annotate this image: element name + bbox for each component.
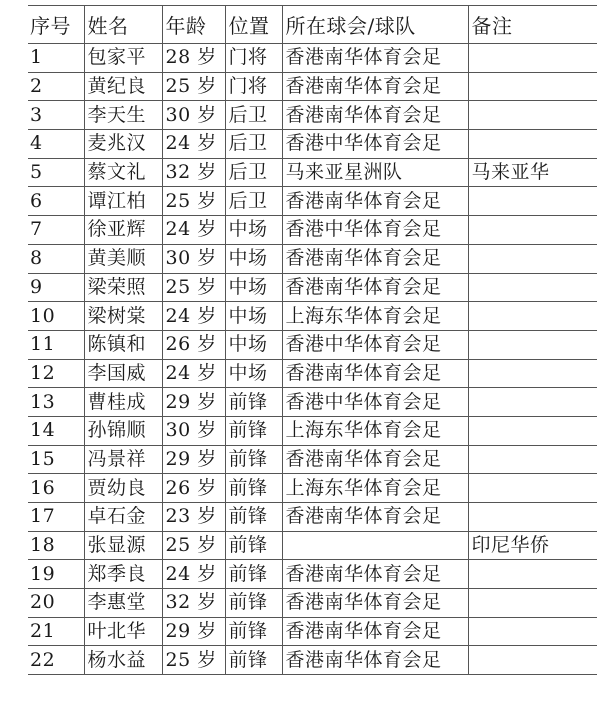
cell-remarks — [468, 388, 597, 417]
cell-position: 后卫 — [225, 187, 282, 216]
cell-remarks — [468, 646, 597, 675]
cell-name: 曹桂成 — [84, 388, 162, 417]
cell-position: 后卫 — [225, 158, 282, 187]
table-row — [28, 589, 597, 618]
cell-name: 贾幼良 — [84, 474, 162, 503]
cell-club: 香港南华体育会足 — [282, 72, 468, 101]
table-row — [28, 216, 597, 245]
header-age: 年龄 — [162, 6, 225, 44]
cell-position: 后卫 — [225, 101, 282, 130]
cell-position: 前锋 — [225, 589, 282, 618]
cell-position: 前锋 — [225, 646, 282, 675]
cell-remarks: 印尼华侨 — [468, 531, 597, 560]
cell-club: 香港中华体育会足 — [282, 130, 468, 159]
cell-club — [282, 531, 468, 560]
table-row — [28, 388, 597, 417]
table-row — [28, 302, 597, 331]
table-row — [28, 330, 597, 359]
header-remarks: 备注 — [468, 6, 597, 44]
cell-position: 中场 — [225, 216, 282, 245]
table-row — [28, 130, 597, 159]
table-row — [28, 44, 597, 73]
cell-age: 30 岁 — [162, 416, 225, 445]
cell-age: 32 岁 — [162, 589, 225, 618]
cell-remarks — [468, 273, 597, 302]
cell-remarks — [468, 216, 597, 245]
cell-position: 中场 — [225, 302, 282, 331]
cell-number: 13 — [28, 388, 84, 417]
cell-age: 23 岁 — [162, 503, 225, 532]
cell-position: 中场 — [225, 244, 282, 273]
cell-club: 香港南华体育会足 — [282, 503, 468, 532]
cell-name: 冯景祥 — [84, 445, 162, 474]
cell-age: 24 岁 — [162, 560, 225, 589]
table-row — [28, 72, 597, 101]
cell-remarks — [468, 416, 597, 445]
table-row — [28, 560, 597, 589]
cell-number: 14 — [28, 416, 84, 445]
cell-club: 香港南华体育会足 — [282, 187, 468, 216]
cell-remarks — [468, 445, 597, 474]
cell-remarks — [468, 503, 597, 532]
cell-remarks — [468, 617, 597, 646]
cell-age: 26 岁 — [162, 330, 225, 359]
cell-club: 香港南华体育会足 — [282, 589, 468, 618]
header-name: 姓名 — [84, 6, 162, 44]
table-row — [28, 416, 597, 445]
table-row — [28, 158, 597, 187]
cell-name: 郑季良 — [84, 560, 162, 589]
cell-age: 30 岁 — [162, 244, 225, 273]
table-row — [28, 646, 597, 675]
cell-age: 25 岁 — [162, 646, 225, 675]
cell-age: 26 岁 — [162, 474, 225, 503]
cell-name: 谭江柏 — [84, 187, 162, 216]
header-number: 序号 — [28, 6, 84, 44]
cell-name: 梁树棠 — [84, 302, 162, 331]
cell-age: 24 岁 — [162, 359, 225, 388]
cell-remarks — [468, 44, 597, 73]
cell-name: 梁荣照 — [84, 273, 162, 302]
cell-club: 香港南华体育会足 — [282, 445, 468, 474]
cell-name: 黄美顺 — [84, 244, 162, 273]
cell-number: 19 — [28, 560, 84, 589]
cell-name: 包家平 — [84, 44, 162, 73]
cell-number: 22 — [28, 646, 84, 675]
cell-age: 24 岁 — [162, 302, 225, 331]
cell-club: 香港南华体育会足 — [282, 44, 468, 73]
cell-position: 前锋 — [225, 503, 282, 532]
cell-name: 孙锦顺 — [84, 416, 162, 445]
cell-number: 3 — [28, 101, 84, 130]
cell-name: 蔡文礼 — [84, 158, 162, 187]
cell-age: 25 岁 — [162, 72, 225, 101]
cell-name: 杨水益 — [84, 646, 162, 675]
cell-club: 香港南华体育会足 — [282, 359, 468, 388]
cell-position: 前锋 — [225, 531, 282, 560]
cell-age: 25 岁 — [162, 531, 225, 560]
table-row — [28, 244, 597, 273]
cell-number: 1 — [28, 44, 84, 73]
cell-club: 香港南华体育会足 — [282, 101, 468, 130]
cell-club: 香港南华体育会足 — [282, 646, 468, 675]
cell-remarks — [468, 130, 597, 159]
cell-remarks — [468, 589, 597, 618]
cell-number: 10 — [28, 302, 84, 331]
cell-number: 4 — [28, 130, 84, 159]
cell-number: 12 — [28, 359, 84, 388]
cell-number: 7 — [28, 216, 84, 245]
cell-remarks — [468, 359, 597, 388]
cell-number: 5 — [28, 158, 84, 187]
cell-position: 前锋 — [225, 388, 282, 417]
table-row — [28, 531, 597, 560]
cell-position: 门将 — [225, 44, 282, 73]
cell-name: 李天生 — [84, 101, 162, 130]
cell-name: 叶北华 — [84, 617, 162, 646]
cell-remarks: 马来亚华 — [468, 158, 597, 187]
header-position: 位置 — [225, 6, 282, 44]
table-body — [28, 44, 597, 675]
cell-age: 29 岁 — [162, 445, 225, 474]
cell-remarks — [468, 244, 597, 273]
cell-age: 24 岁 — [162, 216, 225, 245]
cell-name: 徐亚辉 — [84, 216, 162, 245]
table-row — [28, 187, 597, 216]
cell-position: 中场 — [225, 330, 282, 359]
cell-club: 上海东华体育会足 — [282, 416, 468, 445]
table-row — [28, 617, 597, 646]
cell-position: 前锋 — [225, 445, 282, 474]
cell-age: 29 岁 — [162, 617, 225, 646]
cell-age: 25 岁 — [162, 273, 225, 302]
cell-number: 6 — [28, 187, 84, 216]
header-row — [28, 6, 597, 44]
cell-club: 香港中华体育会足 — [282, 216, 468, 245]
cell-number: 8 — [28, 244, 84, 273]
cell-remarks — [468, 187, 597, 216]
cell-position: 中场 — [225, 359, 282, 388]
cell-position: 前锋 — [225, 560, 282, 589]
cell-position: 前锋 — [225, 416, 282, 445]
cell-position: 后卫 — [225, 130, 282, 159]
cell-age: 28 岁 — [162, 44, 225, 73]
table-row — [28, 474, 597, 503]
cell-club: 香港南华体育会足 — [282, 560, 468, 589]
cell-number: 20 — [28, 589, 84, 618]
table-row — [28, 445, 597, 474]
cell-number: 16 — [28, 474, 84, 503]
cell-remarks — [468, 72, 597, 101]
cell-name: 卓石金 — [84, 503, 162, 532]
cell-club: 香港南华体育会足 — [282, 244, 468, 273]
cell-remarks — [468, 330, 597, 359]
cell-name: 张显源 — [84, 531, 162, 560]
cell-remarks — [468, 101, 597, 130]
cell-club: 香港中华体育会足 — [282, 330, 468, 359]
table-row — [28, 101, 597, 130]
table-row — [28, 273, 597, 302]
header-club: 所在球会/球队 — [282, 6, 468, 44]
cell-age: 24 岁 — [162, 130, 225, 159]
cell-number: 2 — [28, 72, 84, 101]
table-row — [28, 359, 597, 388]
cell-remarks — [468, 560, 597, 589]
cell-age: 30 岁 — [162, 101, 225, 130]
cell-number: 18 — [28, 531, 84, 560]
cell-number: 21 — [28, 617, 84, 646]
roster-table — [28, 5, 597, 675]
cell-name: 陈镇和 — [84, 330, 162, 359]
cell-number: 9 — [28, 273, 84, 302]
cell-club: 上海东华体育会足 — [282, 302, 468, 331]
cell-club: 香港中华体育会足 — [282, 388, 468, 417]
cell-age: 29 岁 — [162, 388, 225, 417]
cell-club: 香港南华体育会足 — [282, 617, 468, 646]
cell-position: 中场 — [225, 273, 282, 302]
cell-name: 李惠堂 — [84, 589, 162, 618]
cell-number: 15 — [28, 445, 84, 474]
cell-remarks — [468, 302, 597, 331]
cell-number: 11 — [28, 330, 84, 359]
cell-remarks — [468, 474, 597, 503]
cell-name: 麦兆汉 — [84, 130, 162, 159]
table-row — [28, 503, 597, 532]
cell-name: 黄纪良 — [84, 72, 162, 101]
cell-position: 门将 — [225, 72, 282, 101]
cell-name: 李国威 — [84, 359, 162, 388]
cell-age: 25 岁 — [162, 187, 225, 216]
cell-age: 32 岁 — [162, 158, 225, 187]
cell-number: 17 — [28, 503, 84, 532]
cell-club: 上海东华体育会足 — [282, 474, 468, 503]
cell-club: 马来亚星洲队 — [282, 158, 468, 187]
cell-position: 前锋 — [225, 617, 282, 646]
cell-position: 前锋 — [225, 474, 282, 503]
cell-club: 香港南华体育会足 — [282, 273, 468, 302]
